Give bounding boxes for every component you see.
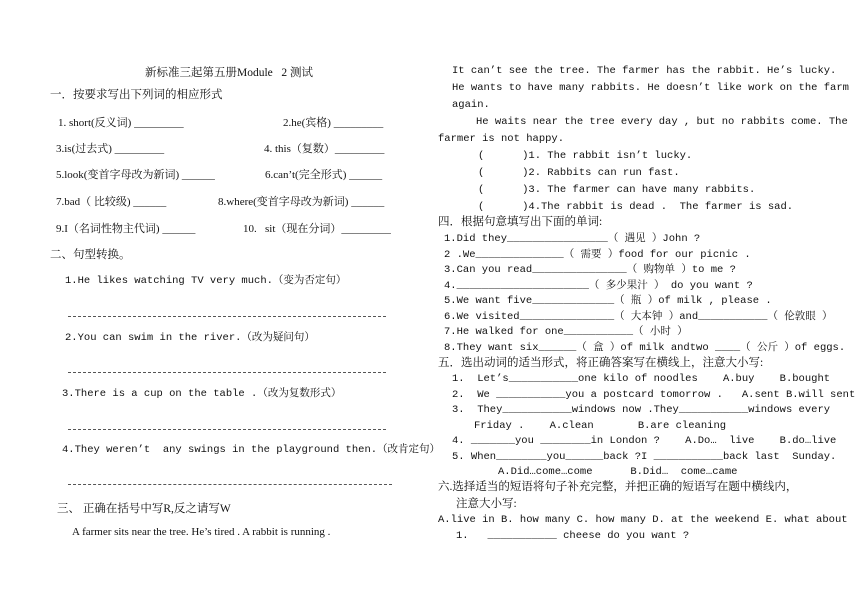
s4-item-8: 8.They want six______（ 盒 ）of milk andtwo ____（ 公斤 ）of eggs.: [444, 342, 846, 354]
s1-item-6: 6.can’t(完全形式) ______: [265, 169, 383, 181]
s3-passage-line-5: He waits near the tree every day , but no rabbits come. The: [476, 116, 848, 128]
s6-item-1: 1. ___________ cheese do you want ?: [456, 530, 690, 542]
s1-item-10: 10. sit（现在分词）_________: [243, 223, 391, 235]
s5-item-5-options: A.Did…come…come B.Did… come…came: [498, 466, 738, 478]
s3-judgement-3: ( )3. The farmer can have many rabbits.: [478, 184, 756, 196]
s6-options: A.live in B. how many C. how many D. at the weekend E. what about: [438, 514, 848, 526]
s3-passage-line-3: He wants to have many rabbits. He doesn’t like work on the farm: [452, 82, 849, 94]
s3-judgement-1: ( )1. The rabbit isn’t lucky.: [478, 150, 693, 162]
s4-item-3: 3.Can you read_______________（ 购物单 ）to me ?: [444, 264, 736, 276]
s5-item-5: 5. When________you______back ?I ___________back last Sunday.: [452, 451, 837, 463]
s1-item-1: 1. short(反义词) _________: [58, 117, 184, 129]
s3-judgement-2: ( )2. Rabbits can run fast.: [478, 167, 680, 179]
s4-item-5: 5.We want five_____________（ 瓶 ）of milk , please .: [444, 295, 772, 307]
s4-item-2: 2 .We______________（ 需要 ）food for our picnic .: [444, 249, 751, 261]
s3-passage-line-4: again.: [452, 99, 490, 111]
answer-line: [68, 429, 386, 430]
s2-item-2: 2.You can swim in the river.（改为疑问句）: [65, 332, 315, 344]
s4-item-7: 7.He walked for one___________（ 小时 ）: [444, 326, 688, 338]
s3-passage-line-2: It can’t see the tree. The farmer has the rabbit. He’s lucky.: [452, 65, 837, 77]
s1-item-9: 9.I（名词性物主代词) ______: [56, 223, 196, 235]
page-title: 新标准三起第五册Module 2 测试: [145, 67, 314, 79]
section-6-heading: 六.选择适当的短语将句子补充完整，并把正确的短语写在题中横线内，: [438, 481, 798, 493]
s5-item-2: 2. We ___________you a postcard tomorrow . A.sent B.will sent: [452, 389, 856, 401]
s5-item-3: 3. They___________windows now .They___________windows every: [452, 404, 831, 416]
s5-item-4: 4. _______you ________in London ? A.Do… live B.do…live: [452, 435, 837, 447]
s1-item-3: 3.is(过去式) _________: [56, 143, 165, 155]
s1-item-2: 2.he(宾格) _________: [283, 117, 384, 129]
s3-passage-line-6: farmer is not happy.: [438, 133, 565, 145]
section-4-heading: 四．根据句意填写出下面的单词:: [438, 216, 603, 228]
s5-item-3b: Friday . A.clean B.are cleaning: [474, 420, 727, 432]
answer-line: [68, 484, 392, 485]
section-6-heading-cont: 注意大小写:: [456, 498, 517, 510]
section-2-heading: 二、句型转换。: [50, 249, 131, 261]
section-5-heading: 五．选出动词的适当形式，将正确答案写在横线上，注意大小写:: [438, 357, 764, 369]
s1-item-7: 7.bad（ 比较级) ______: [56, 196, 167, 208]
s4-item-6: 6.We visited_______________（ 大本钟 ）and___________（ 伦敦眼 ）: [444, 311, 833, 323]
answer-line: [68, 372, 386, 373]
s4-item-1: 1.Did they________________（ 遇见 ）John ?: [444, 233, 701, 245]
s3-passage-line-1: A farmer sits near the tree. He’s tired . A rabbit is running .: [72, 526, 331, 538]
s1-item-4: 4. this（复数）_________: [264, 143, 385, 155]
s1-item-8: 8.where(变首字母改为新词) ______: [218, 196, 385, 208]
s2-item-3: 3.There is a cup on the table .（改为复数形式）: [62, 388, 342, 400]
answer-line: [68, 316, 386, 317]
s3-judgement-4: ( )4.The rabbit is dead . The farmer is sad.: [478, 201, 794, 213]
section-3-heading: 三、 正确在括号中写R,反之请写W: [57, 503, 231, 515]
s2-item-4: 4.They weren’t any swings in the playground then.（改肯定句）: [62, 444, 441, 456]
s4-item-4: 4._____________________（ 多少果汁 ） do you want ?: [444, 280, 753, 292]
s2-item-1: 1.He likes watching TV very much.（变为否定句）: [65, 275, 347, 287]
section-1-heading: 一．按要求写出下列词的相应形式: [50, 89, 223, 101]
s5-item-1: 1. Let’s___________one kilo of noodles A.buy B.bought: [452, 373, 831, 385]
s1-item-5: 5.look(变首字母改为新词) ______: [56, 169, 215, 181]
